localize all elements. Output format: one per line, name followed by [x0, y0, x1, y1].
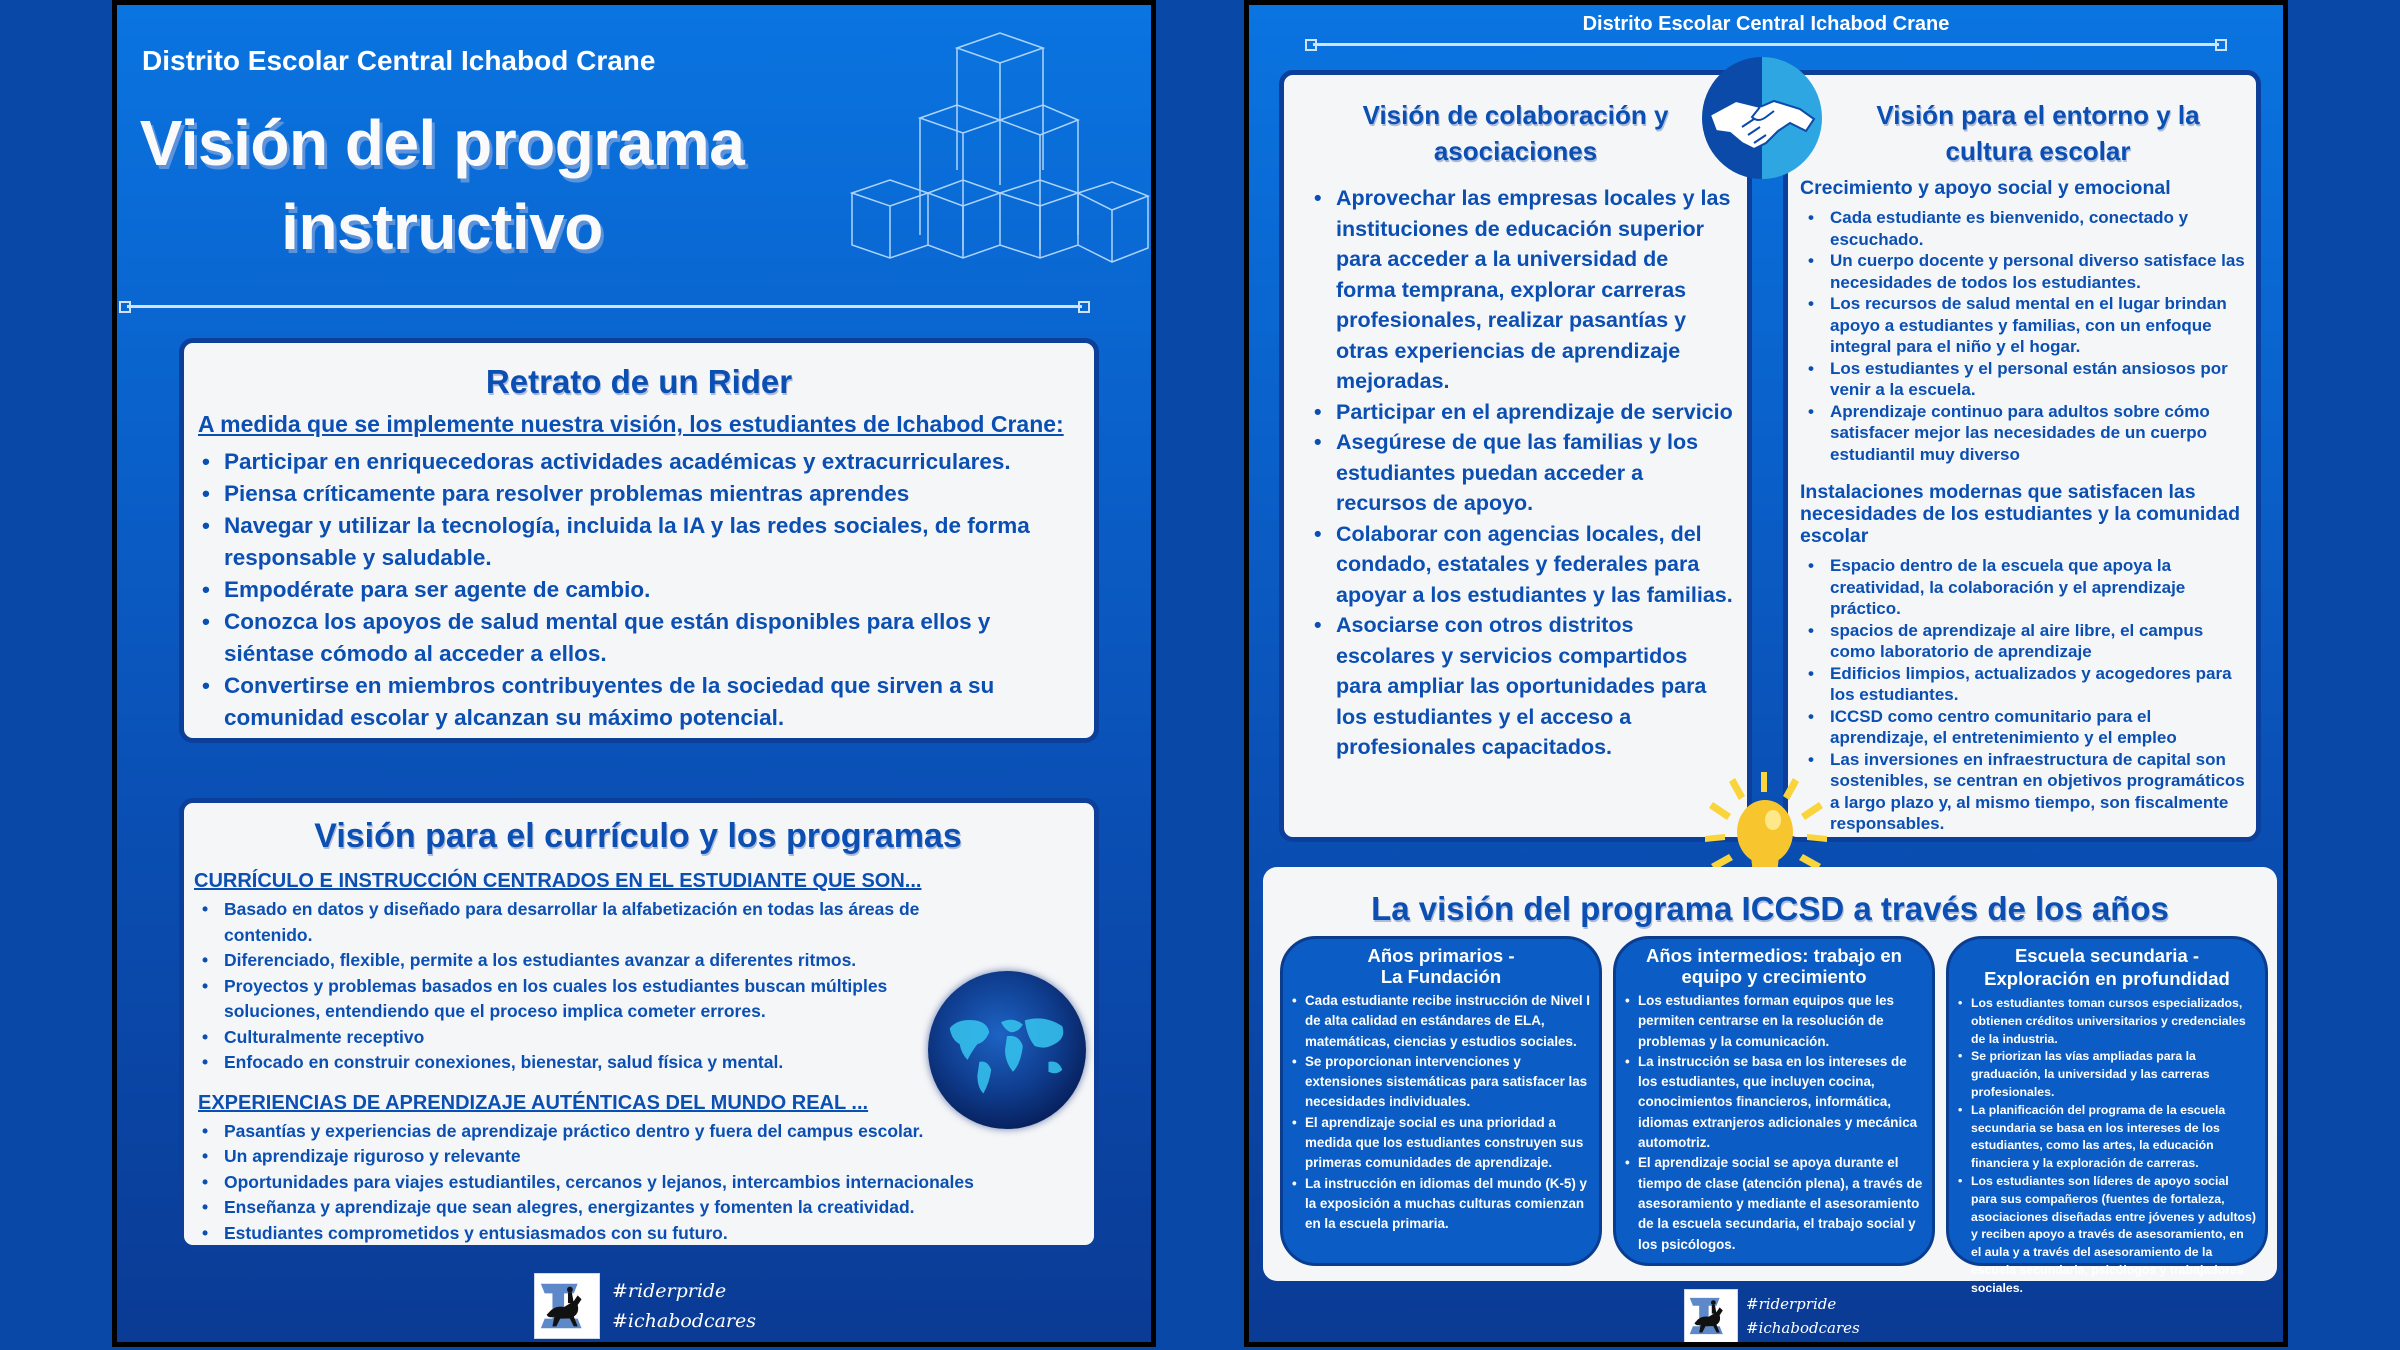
list-item: • Participar en el aprendizaje de servicio — [1336, 397, 1733, 428]
hashtag-ichabodcares: #ichabodcares — [1746, 1319, 1860, 1337]
list-item: • Oportunidades para viajes estudiantiles, cercanos y lejanos, intercambios internacionales — [224, 1170, 1082, 1196]
list-item: • Pasantías y experiencias de aprendizaje práctico dentro y fuera del campus escolar. — [224, 1119, 1082, 1145]
middle-years-box — [1613, 936, 1935, 1266]
list-item: • Espacio dentro de la escuela que apoya la creatividad, la colaboración y el aprendizaje práctico. — [1830, 555, 2246, 620]
page-title-line2: instructivo — [281, 191, 603, 263]
years-title: La visión del programa ICCSD a través de los años — [1371, 890, 2169, 927]
high-school-list — [1971, 995, 2257, 1298]
ichabod-crane-logo — [534, 1273, 600, 1339]
list-item: • Piensa críticamente para resolver problemas mientras aprendes — [224, 478, 1080, 510]
environment-subheading-2: Instalaciones modernas que satisfacen las necesidades de los estudiantes y la comunidad escolar — [1800, 481, 2240, 547]
header-divider — [1313, 43, 2219, 46]
curriculum-subheading-1: CURRÍCULO E INSTRUCCIÓN CENTRADOS EN EL ESTUDIANTE QUE SON... — [194, 870, 922, 893]
box-title-line1: Años intermedios: trabajo en — [1646, 945, 1902, 966]
list-item: • Las inversiones en infraestructura de capital son sostenibles, se centran en objetivos programáticos a largo plazo y, al mismo tiempo, son fiscalmente responsables. — [1830, 749, 2246, 835]
collaboration-list — [1336, 183, 1733, 763]
list-item: • Un cuerpo docente y personal diverso satisface las necesidades de todos los estudiantes. — [1830, 250, 2246, 293]
list-item: • Asegúrese de que las familias y los estudiantes puedan acceder a recursos de apoyo. — [1336, 427, 1733, 519]
page-title-line1: Visión del programa — [139, 107, 745, 179]
environment-list-1 — [1800, 207, 2246, 465]
list-item: • Se priorizan las vías ampliadas para la graduación, la universidad y las carreras profesionales. — [1971, 1048, 2257, 1101]
district-name: Distrito Escolar Central Ichabod Crane — [142, 45, 656, 76]
curriculum-list-2 — [194, 1119, 1082, 1247]
right-page — [1244, 0, 2288, 1347]
list-item: • Navegar y utilizar la tecnología, incluida la IA y las redes sociales, de forma responsable y saludable. — [224, 510, 1080, 574]
box-title-line2: equipo y crecimiento — [1681, 966, 1867, 987]
list-item: • spacios de aprendizaje al aire libre, el campus como laboratorio de aprendizaje — [1830, 620, 2246, 663]
list-item: • Se proporcionan intervenciones y extensiones sistemáticas para satisfacer las necesidades individuales. — [1305, 1052, 1591, 1113]
list-item: • La planificación del programa de la escuela secundaria se basa en los intereses de los estudiantes, como las artes, la educación financiera y la exploración de carreras. — [1971, 1102, 2257, 1173]
collaboration-title-line2: asociaciones — [1433, 136, 1598, 166]
environment-subheading-1: Crecimiento y apoyo social y emocional — [1800, 177, 2171, 199]
years-vision-card — [1263, 867, 2277, 1295]
rider-title: Retrato de un Rider — [485, 363, 793, 400]
environment-title-line1: Visión para el entorno y la — [1876, 100, 2200, 130]
list-item: • Conozca los apoyos de salud mental que están disponibles para ellos y siéntase cómodo al acceder a ellos. — [224, 606, 1080, 670]
list-item: • Enfocado en construir conexiones, bienestar, salud física y mental. — [224, 1050, 984, 1076]
left-footer — [534, 1273, 756, 1339]
box-title-line2: La Fundación — [1380, 966, 1502, 987]
globe-icon — [928, 971, 1086, 1129]
hashtag-riderpride: #riderpride — [612, 1280, 727, 1302]
list-item: • Edificios limpios, actualizados y acogedores para los estudiantes. — [1830, 663, 2246, 706]
hashtag-ichabodcares: #ichabodcares — [612, 1310, 757, 1332]
environment-list-2 — [1800, 555, 2246, 835]
list-item: • Los estudiantes toman cursos especializados, obtienen créditos universitarios y credenciales de la industria. — [1971, 995, 2257, 1048]
primary-years-box — [1280, 936, 1602, 1266]
list-item: • Cada estudiante es bienvenido, conectado y escuchado. — [1830, 207, 2246, 250]
list-item: • Diferenciado, flexible, permite a los estudiantes avanzar a diferentes ritmos. — [224, 948, 984, 974]
ichabod-crane-logo — [1684, 1289, 1738, 1343]
list-item: • Cada estudiante recibe instrucción de Nivel I de alta calidad en estándares de ELA, matemáticas, ciencias y estudios sociales. — [1305, 991, 1591, 1052]
list-item: • La instrucción en idiomas del mundo (K-5) y la exposición a muchas culturas comienzan en la escuela primaria. — [1305, 1174, 1591, 1235]
list-item: • El aprendizaje social se apoya durante el tiempo de clase (atención plena), a través de asesoramiento y mediante el asesoramiento de la escuela secundaria, el trabajo social y los psicólogos. — [1638, 1153, 1924, 1254]
list-item: • Culturalmente receptivo — [224, 1025, 984, 1051]
collaboration-title-line1: Visión de colaboración y — [1362, 100, 1669, 130]
list-item: • Los recursos de salud mental en el lugar brindan apoyo a estudiantes y familias, con un enfoque integral para el niño y el hogar. — [1830, 293, 2246, 358]
list-item: • Convertirse en miembros contribuyentes de la sociedad que sirven a su comunidad escolar y alcanzan su máximo potencial. — [224, 670, 1080, 734]
curriculum-card — [179, 798, 1099, 1250]
list-item: • Aprovechar las empresas locales y las instituciones de educación superior para acceder a la universidad de forma temprana, explorar carreras profesionales, realizar pasantías y otras experiencias de aprendizaje mejoradas. — [1336, 183, 1733, 397]
curriculum-subheading-2: EXPERIENCIAS DE APRENDIZAJE AUTÉNTICAS DEL MUNDO REAL ... — [198, 1091, 869, 1114]
box-title-line1: Escuela secundaria - — [2014, 945, 2200, 966]
list-item: • Los estudiantes forman equipos que les permiten centrarse en la resolución de problemas y la comunicación. — [1638, 991, 1924, 1052]
primary-years-list — [1305, 991, 1591, 1235]
right-footer — [1684, 1289, 1860, 1343]
list-item: • El aprendizaje social es una prioridad a medida que los estudiantes construyen sus primeras comunidades de aprendizaje. — [1305, 1113, 1591, 1174]
left-page — [112, 0, 1156, 1347]
list-item: • Enseñanza y aprendizaje que sean alegres, energizantes y fomenten la creatividad. — [224, 1195, 1082, 1221]
list-item: • Participar en enriquecedoras actividades académicas y extracurriculares. — [224, 446, 1080, 478]
handshake-icon — [1702, 57, 1822, 179]
hashtag-riderpride: #riderpride — [1746, 1295, 1837, 1313]
list-item: • ICCSD como centro comunitario para el aprendizaje, el entretenimiento y el empleo — [1830, 706, 2246, 749]
rider-intro: A medida que se implemente nuestra visión, los estudiantes de Ichabod Crane: — [198, 410, 1064, 437]
rider-portrait-card — [179, 338, 1099, 743]
list-item: • Asociarse con otros distritos escolares y servicios compartidos para ampliar las oportunidades para los estudiantes y el acceso a profesionales capacitados. — [1336, 610, 1733, 763]
curriculum-title: Visión para el currículo y los programas — [314, 817, 962, 855]
list-item: • La instrucción se basa en los intereses de los estudiantes, que incluyen cocina, conocimientos financieros, informática, idiomas extranjeros adicionales y mecánica automotriz. — [1638, 1052, 1924, 1153]
rider-list — [198, 446, 1080, 734]
high-school-box — [1946, 936, 2268, 1295]
list-item: • Aprendizaje continuo para adultos sobre cómo satisfacer mejor las necesidades de un cuerpo estudiantil muy diverso — [1830, 401, 2246, 466]
list-item: • Colaborar con agencias locales, del condado, estatales y federales para apoyar a los estudiantes y las familias. — [1336, 519, 1733, 611]
wireframe-cubes-graphic — [850, 30, 1150, 270]
list-item: • Proyectos y problemas basados en los cuales los estudiantes buscan múltiples soluciones, entendiendo que el proceso implica cometer errores. — [224, 974, 984, 1025]
list-item: • Basado en datos y diseñado para desarrollar la alfabetización en todas las áreas de contenido. — [224, 897, 984, 948]
box-title-line1: Años primarios - — [1367, 945, 1515, 966]
list-item: • Los estudiantes y el personal están ansiosos por venir a la escuela. — [1830, 358, 2246, 401]
list-item: • Empodérate para ser agente de cambio. — [224, 574, 1080, 606]
environment-title-line2: cultura escolar — [1945, 136, 2131, 166]
middle-years-list — [1638, 991, 1924, 1255]
header-divider — [127, 305, 1082, 308]
list-item: • Un aprendizaje riguroso y relevante — [224, 1144, 1082, 1170]
district-name: Distrito Escolar Central Ichabod Crane — [1582, 13, 1950, 35]
collaboration-card — [1279, 70, 1752, 842]
list-item: • Estudiantes comprometidos y entusiasmados con su futuro. — [224, 1221, 1082, 1247]
box-title-line2: Exploración en profundidad — [1984, 968, 2230, 989]
environment-culture-card — [1783, 70, 2261, 842]
list-item: • Los estudiantes son líderes de apoyo social para sus compañeros (fuentes de fortaleza, asociaciones diseñadas entre jóvenes y adultos) y reciben apoyo a través de asesoramiento, en el aula y a través del asesoramiento de la escuela secundaria, psicólogos y trabajadores sociales. — [1971, 1173, 2257, 1298]
curriculum-list-1 — [194, 897, 984, 1076]
